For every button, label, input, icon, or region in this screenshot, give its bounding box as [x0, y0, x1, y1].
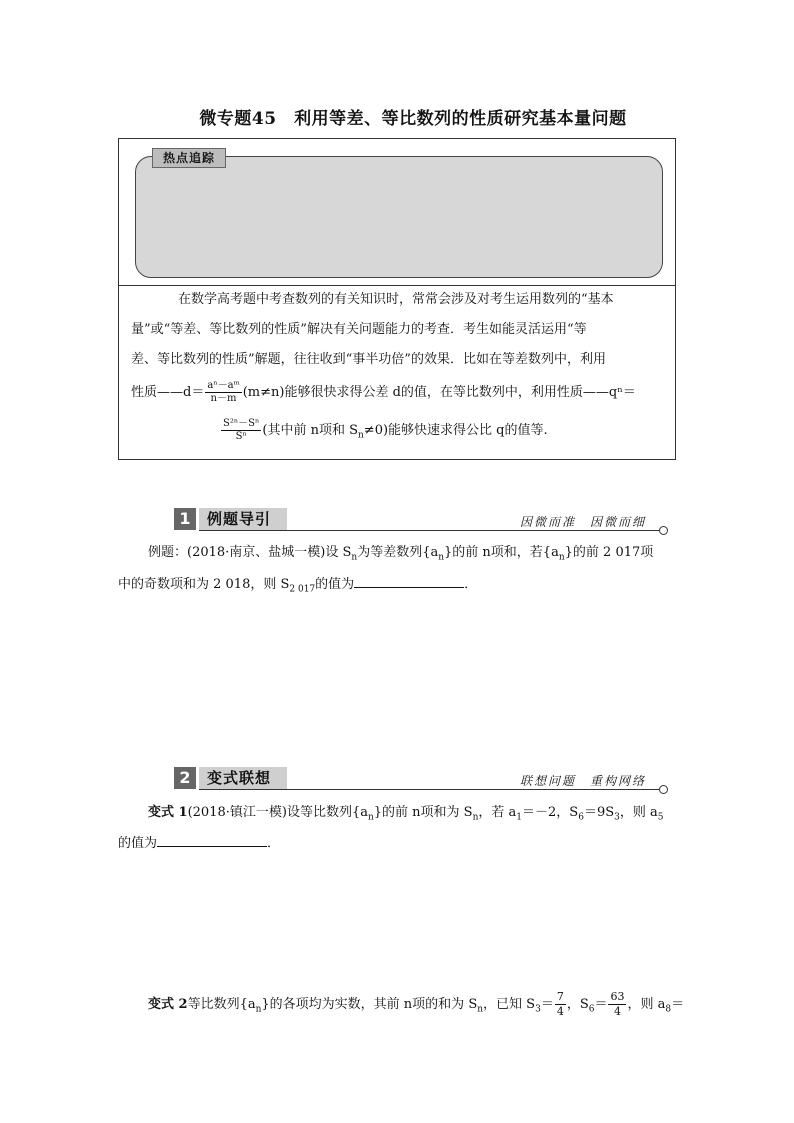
intro-line-4-text-b: (m≠n)能够很快求得公差 d的值，在等比数列中，利用性质——qⁿ＝ — [242, 385, 636, 400]
example-sub-3: n — [558, 552, 565, 563]
variant-1-sub-5: 5 — [657, 812, 664, 823]
example-line-2-end: ． — [464, 577, 478, 592]
section-1-end-dot — [659, 526, 668, 535]
example-prefix: 例题：(2018·南京、盐城一模)设 S — [148, 545, 352, 560]
page-title: 微专题45 利用等差、等比数列的性质研究基本量问题 — [199, 109, 627, 129]
variant-1-line-2-text: 的值为 — [118, 836, 158, 851]
intro-line-5 — [220, 418, 548, 448]
variant-1-sub-1: 1 — [516, 812, 523, 823]
section-1-number: 1 — [174, 508, 196, 530]
variant-1-sub-n1: n — [367, 812, 374, 823]
intro-line-5-text-b: ≠0)能够快速求得公比 q的值等. — [363, 423, 548, 438]
s3-fraction — [555, 990, 566, 1019]
s6-fraction-numerator: 63 — [610, 990, 625, 1003]
section-2-end-dot — [659, 785, 668, 794]
intro-line-4-text-a: 性质——d＝ — [131, 385, 205, 400]
variant-1-answer-blank[interactable] — [157, 832, 267, 847]
variant-2-text-a: 等比数列{a — [187, 997, 256, 1012]
example-line-1 — [148, 538, 653, 573]
variant-2-text-e: ，S — [566, 997, 589, 1012]
intro-line-3: 差、等比数列的性质”解题，往往收到“事半功倍”的效果．比如在等差数列中，利用 — [131, 352, 606, 367]
variant-2-text-b: }的各项均为实数，其前 n项的和为 S — [261, 997, 478, 1012]
variant-1-label: 变式 1 — [148, 805, 188, 820]
example-line-2-sub: 2 017 — [289, 584, 316, 595]
variant-1-line-1 — [148, 798, 663, 833]
section-1-label: 例题导引 — [199, 508, 287, 530]
difference-formula-denominator: n－m — [210, 393, 237, 404]
intro-line-4 — [131, 380, 636, 405]
variant-2-sub-6: 6 — [588, 1004, 595, 1015]
example-mid-2: }的前 n项和，若{a — [444, 545, 559, 560]
variant-1-line-2-end: ． — [267, 836, 281, 851]
variant-1-text-b: }的前 n项和为 S — [373, 805, 473, 820]
variant-2-text-f: ＝ — [594, 997, 608, 1012]
section-1-rule — [199, 530, 660, 531]
variant-1-text-f: ，则 a — [619, 805, 658, 820]
ratio-formula-denominator: Sⁿ — [235, 431, 247, 442]
variant-2-text-d: ＝ — [540, 997, 554, 1012]
ratio-formula-numerator: S²ⁿ－Sⁿ — [223, 418, 260, 429]
variant-1-sub-6: 6 — [578, 812, 584, 823]
s3-fraction-denominator: 4 — [556, 1005, 564, 1018]
difference-formula-fraction — [205, 380, 241, 405]
variant-1-line-2 — [118, 829, 280, 859]
example-line-2 — [118, 570, 477, 605]
s6-fraction-denominator: 4 — [613, 1005, 621, 1018]
variant-1-text-e: ＝9S — [583, 805, 615, 820]
example-mid-1: 为等差数列{a — [357, 545, 439, 560]
hot-topic-tab: 热点追踪 — [152, 148, 226, 168]
section-1-header — [174, 506, 668, 532]
variant-2-sub-n1: n — [255, 1004, 262, 1015]
difference-formula-numerator: aⁿ－aᵐ — [207, 380, 240, 391]
example-mid-3: }的前 2 017项 — [564, 545, 654, 560]
example-sub-2: n — [438, 552, 445, 563]
variant-2-text-c: ，已知 S — [483, 997, 536, 1012]
variant-2-label: 变式 2 — [148, 997, 188, 1012]
hot-topic-panel — [135, 156, 663, 278]
intro-line-2: 量”或“等差、等比数列的性质”解决有关问题能力的考查．考生如能灵活运用“等 — [131, 322, 587, 337]
intro-line-5-text-a: (其中前 n项和 S — [262, 423, 358, 438]
s6-fraction — [608, 990, 626, 1019]
variant-2-sub-n2: n — [477, 1004, 484, 1015]
example-answer-blank[interactable] — [354, 573, 464, 588]
example-line-2-tail: 的值为 — [315, 577, 355, 592]
intro-line-1: 在数学高考题中考查数列的有关知识时，常常会涉及对考生运用数列的“基本 — [178, 292, 614, 307]
variant-1-text-c: ，若 a — [478, 805, 517, 820]
section-1-motto: 因微而准 因微而细 — [519, 515, 646, 529]
variant-2-sub-3: 3 — [535, 1004, 541, 1015]
ratio-formula-fraction — [221, 418, 261, 443]
s3-fraction-numerator: 7 — [556, 990, 564, 1003]
example-line-2-text: 中的奇数项和为 2 018，则 S — [118, 577, 290, 592]
variant-2-text-g: ，则 a — [627, 997, 666, 1012]
section-2-number: 2 — [174, 767, 196, 789]
variant-1-sub-3: 3 — [614, 812, 620, 823]
section-2-label: 变式联想 — [199, 767, 287, 789]
example-sub-1: n — [351, 552, 358, 563]
variant-2-line-1 — [148, 988, 684, 1027]
variant-2-sub-8: 8 — [665, 1004, 672, 1015]
section-2-motto: 联想问题 重构网络 — [519, 774, 646, 788]
section-2-header — [174, 765, 668, 791]
variant-1-text-a: (2018·镇江一模)设等比数列{a — [187, 805, 368, 820]
variant-1-text-d: ＝－2，S — [522, 805, 579, 820]
section-2-rule — [199, 789, 660, 790]
intro-line-5-sub: n — [358, 430, 364, 441]
variant-2-text-h: ＝ — [671, 997, 685, 1012]
variant-1-sub-n2: n — [472, 812, 479, 823]
